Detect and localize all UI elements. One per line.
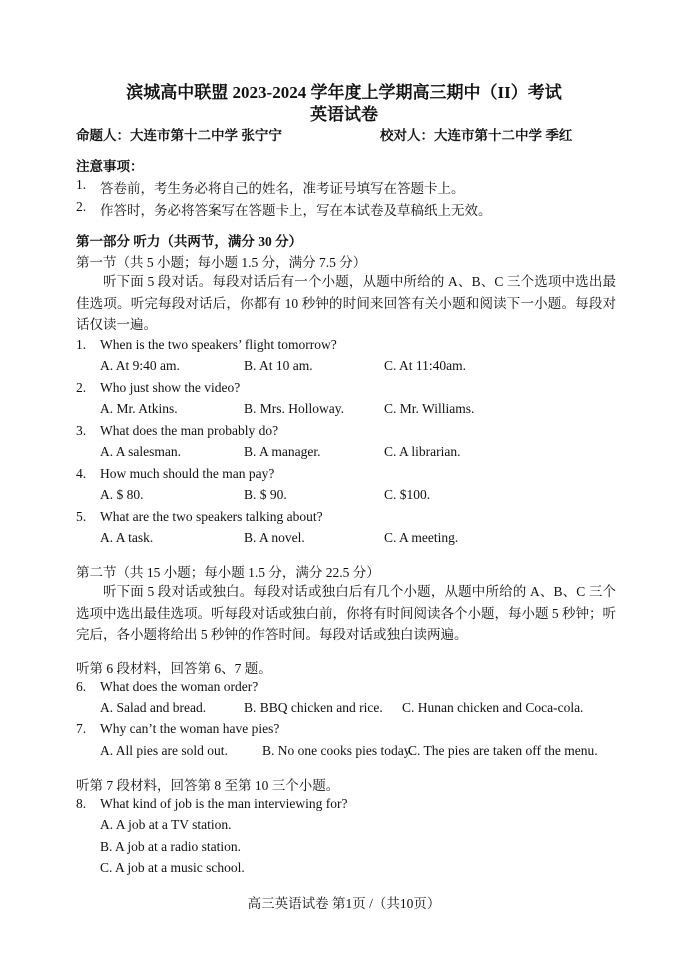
- question-text: When is the two speakers’ flight tomorrow?: [100, 337, 337, 352]
- option-a: A. Mr. Atkins.: [100, 401, 178, 416]
- question-number: 5.: [76, 509, 87, 524]
- question-number: 4.: [76, 466, 87, 481]
- exam-title: 滨城高中联盟 2023-2024 学年度上学期高三期中（II）考试: [126, 83, 562, 102]
- question-text: What does the woman order?: [100, 679, 259, 694]
- question-text: What does the man probably do?: [100, 423, 279, 438]
- note-number: 2.: [76, 199, 87, 214]
- question-number: 1.: [76, 337, 87, 352]
- proofreader-line: 校对人：大连市第十二中学 季红: [380, 128, 573, 143]
- option-a: A. All pies are sold out.: [100, 743, 228, 758]
- note-number: 1.: [76, 177, 87, 192]
- note-text: 作答时，务必将答案写在答题卡上，写在本试卷及草稿纸上无效。: [100, 203, 492, 218]
- option-c: C. At 11:40am.: [384, 358, 467, 373]
- question-text: Who just show the video?: [100, 380, 241, 395]
- question-text: What are the two speakers talking about?: [100, 509, 323, 524]
- option-b: B. No one cooks pies today.: [262, 743, 413, 758]
- section2-heading: 第二节（共 15 小题；每小题 1.5 分，满分 22.5 分）: [76, 565, 380, 580]
- option-b: B. At 10 am.: [244, 358, 313, 373]
- option-a: A. At 9:40 am.: [100, 358, 180, 373]
- option-c: C. A meeting.: [384, 530, 459, 545]
- note-text: 答卷前，考生务必将自己的姓名，准考证号填写在答题卡上。: [100, 181, 465, 196]
- option-c: C. A librarian.: [384, 444, 461, 459]
- option-a: A. A job at a TV station.: [100, 817, 232, 832]
- part1-heading: 第一部分 听力（共两节，满分 30 分）: [76, 234, 303, 249]
- option-c: C. A job at a music school.: [100, 860, 245, 875]
- question-text: How much should the man pay?: [100, 466, 275, 481]
- option-b: B. BBQ chicken and rice.: [244, 700, 383, 715]
- page-footer: 高三英语试卷 第1页 /（共10页）: [247, 896, 441, 911]
- option-c: C. Mr. Williams.: [384, 401, 475, 416]
- option-c: C. $100.: [384, 487, 431, 502]
- option-c: C. The pies are taken off the menu.: [408, 743, 598, 758]
- material-note: 听第 6 段材料，回答第 6、7 题。: [76, 661, 272, 676]
- section1-instructions: 听下面 5 段对话。每段对话后有一个小题，从题中所给的 A、B、C 三个选项中选出最佳选项。听完每段对话后，你都有 10 秒钟的时间来回答有关小题和阅读下一小题。每段对话仅读一遍。: [76, 274, 616, 332]
- option-a: A. A task.: [100, 530, 154, 545]
- question-number: 8.: [76, 796, 87, 811]
- question-number: 3.: [76, 423, 87, 438]
- option-b: B. Mrs. Holloway.: [244, 401, 344, 416]
- option-b: B. $ 90.: [244, 487, 287, 502]
- material-note: 听第 7 段材料，回答第 8 至第 10 三个小题。: [76, 778, 340, 793]
- option-b: B. A manager.: [244, 444, 321, 459]
- question-number: 7.: [76, 721, 87, 736]
- question-number: 2.: [76, 380, 87, 395]
- option-b: B. A job at a radio station.: [100, 839, 241, 854]
- question-text: What kind of job is the man interviewing for?: [100, 796, 348, 811]
- option-b: B. A novel.: [244, 530, 305, 545]
- notes-heading: 注意事项：: [76, 159, 144, 174]
- question-number: 6.: [76, 679, 87, 694]
- option-a: A. A salesman.: [100, 444, 181, 459]
- option-a: A. Salad and bread.: [100, 700, 207, 715]
- section1-heading: 第一节（共 5 小题；每小题 1.5 分，满分 7.5 分）: [76, 255, 367, 270]
- author-line: 命题人：大连市第十二中学 张宁宁: [76, 128, 282, 143]
- section2-instructions: 听下面 5 段对话或独白。每段对话或独白后有几个小题，从题中所给的 A、B、C 三个选项中选出最佳选项。听每段对话或独白前，你将有时间阅读各个小题，每小题 5 秒钟；听完后，各小题将给出 5 秒钟的作答时间。每段对话或独白读两遍。: [76, 584, 616, 642]
- question-text: Why can’t the woman have pies?: [100, 721, 280, 736]
- exam-subtitle: 英语试卷: [310, 105, 378, 124]
- option-c: C. Hunan chicken and Coca-cola.: [402, 700, 584, 715]
- option-a: A. $ 80.: [100, 487, 144, 502]
